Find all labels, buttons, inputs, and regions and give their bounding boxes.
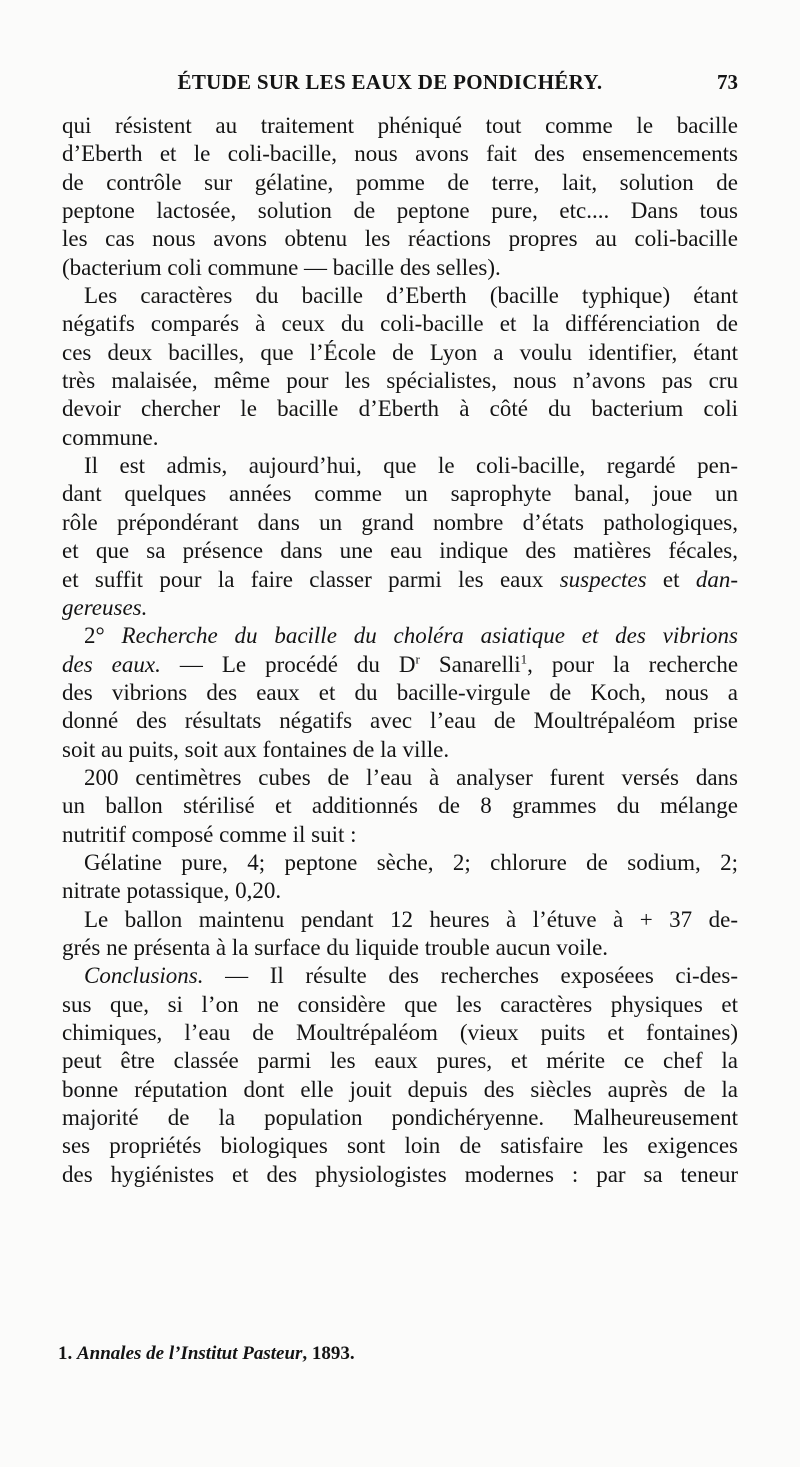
text-line: donné des résultats négatifs avec l’eau de Moultrépaléom prise	[62, 708, 738, 734]
text-span: et	[662, 566, 680, 592]
text-line: Le ballon maintenu pendant 12 heures à l’étuve à + 37 de-	[84, 906, 738, 932]
text-span: — Il résulte des recherches exposéees ci-des-	[225, 963, 738, 989]
footnote-number: 1.	[58, 1343, 73, 1364]
text-line: chimiques, l’eau de Moultrépaléom (vieux puits et fontaines)	[62, 1020, 738, 1045]
text-span: — Le procédé du D	[179, 651, 416, 677]
emphasis: suspectes	[559, 566, 647, 592]
text-span: , pour la recherche	[527, 651, 738, 677]
text-line: Il est admis, aujourd’hui, que le coli-bacille, regardé pen-	[84, 453, 738, 479]
text-line: (bacterium coli commune — bacille des selles).	[62, 254, 501, 280]
text-line: ses propriétés biologiques sont loin de satisfaire les exigences	[62, 1133, 738, 1159]
text-line: gereuses.	[62, 594, 148, 620]
page-header	[40, 70, 740, 100]
text-line: 200 centimètres cubes de l’eau à analyser furent versés dans	[84, 764, 738, 790]
page-number: 73	[717, 70, 738, 94]
text-line: Gélatine pure, 4; peptone sèche, 2; chlorure de sodium, 2;	[84, 849, 738, 875]
text-line: soit au puits, soit aux fontaines de la ville.	[62, 736, 450, 762]
text-line: majorité de la population pondichéryenne. Malheureusement	[62, 1105, 738, 1131]
text-line: des hygiénistes et des physiologistes modernes : par sa teneur	[62, 1161, 738, 1187]
section-number: 2°	[84, 623, 122, 649]
text-line: dant quelques années comme un saprophyte banal, joue un	[62, 481, 738, 507]
footnote	[58, 1340, 738, 1368]
text-line: grés ne présenta à la surface du liquide trouble aucun voile.	[62, 934, 609, 960]
section-title: Recherche du bacille du choléra asiatique et des vibrions	[121, 623, 738, 649]
text-line: les cas nous avons obtenu les réactions propres au coli-bacille	[62, 226, 738, 252]
text-line: rôle prépondérant dans un grand nombre d’états pathologiques,	[62, 509, 738, 535]
text-line: d’Eberth et le coli-bacille, nous avons fait des ensemencements	[62, 141, 738, 167]
running-title: ÉTUDE SUR LES EAUX DE PONDICHÉRY.	[177, 70, 603, 94]
text-line: des vibrions des eaux et du bacille-virgule de Koch, nous a	[62, 679, 738, 705]
text-line: et que sa présence dans une eau indique des matières fécales,	[62, 538, 738, 564]
text-line: ces deux bacilles, que l’École de Lyon a voulu identifier, étant	[62, 339, 738, 365]
text-line: nitrate potassique, 0,20.	[62, 878, 282, 904]
text-line: très malaisée, même pour les spécialistes, nous n’avons pas cru	[62, 368, 738, 394]
footnote-source: Annales de l’Institut Pasteur	[77, 1343, 303, 1364]
text-line: sus que, si l’on ne considère que les caractères physiques et	[62, 991, 738, 1017]
text-line	[62, 651, 738, 679]
text-line: bonne réputation dont elle jouit depuis des siècles auprès de la	[62, 1076, 738, 1102]
emphasis: dan-	[695, 566, 738, 592]
conclusions-heading: Conclusions.	[84, 963, 204, 989]
text-line: nutritif composé comme il suit :	[62, 821, 357, 847]
text-line: devoir chercher le bacille d’Eberth à côté du bacterium coli	[62, 396, 738, 422]
text-line: qui résistent au traitement phéniqué tout comme le bacille	[62, 113, 738, 138]
body-text	[62, 112, 738, 1189]
text-line: négatifs comparés à ceux du coli-bacille et la différenciation de	[62, 311, 738, 337]
text-line	[62, 962, 738, 990]
text-span: Sanarelli	[419, 651, 521, 677]
text-line: peut être classée parmi les eaux pures, et mérite ce chef la	[62, 1048, 738, 1074]
footnote-ref: 1	[520, 650, 528, 666]
section-heading	[62, 622, 738, 650]
text-span: et suffit pour la faire classer parmi les eaux	[62, 566, 544, 592]
footnote-year: , 1893.	[302, 1343, 355, 1364]
text-line: commune.	[62, 424, 159, 450]
text-line	[62, 566, 738, 594]
text-line: un ballon stérilisé et additionnés de 8 grammes du mélange	[62, 793, 738, 819]
text-line: de contrôle sur gélatine, pomme de terre, lait, solution de	[62, 169, 738, 195]
text-line: peptone lactosée, solution de peptone pure, etc.... Dans tous	[62, 198, 738, 224]
text-line: Les caractères du bacille d’Eberth (bacille typhique) étant	[84, 283, 738, 309]
superscript: r	[415, 650, 420, 666]
section-title: des eaux.	[62, 651, 161, 677]
